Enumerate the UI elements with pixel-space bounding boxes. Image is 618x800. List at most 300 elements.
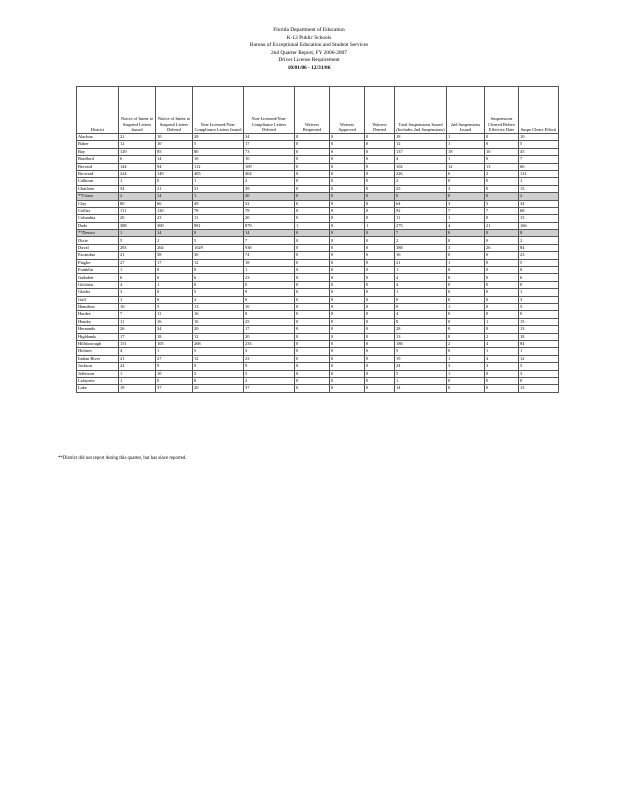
district-name-cell: Bradford xyxy=(77,156,119,163)
table-cell: 112 xyxy=(193,163,244,170)
table-row xyxy=(77,274,559,281)
table-cell: 0 xyxy=(295,170,330,177)
column-header: 2nd Suspensions Issued xyxy=(447,87,485,134)
table-cell: 13 xyxy=(519,385,559,392)
table-cell: 20 xyxy=(244,333,295,340)
table-cell: 4 xyxy=(485,340,519,347)
table-cell: 0 xyxy=(365,363,395,370)
table-cell: 1 xyxy=(193,193,244,200)
table-cell: 18 xyxy=(519,333,559,340)
district-name-cell: Duval xyxy=(77,244,119,251)
district-name-cell: Gadsden xyxy=(77,274,119,281)
table-cell: 21 xyxy=(156,185,193,192)
table-cell: 18 xyxy=(395,134,447,141)
table-cell: 10 xyxy=(156,370,193,377)
district-name-cell: Highlands xyxy=(77,333,119,340)
table-cell: 0 xyxy=(330,311,365,318)
table-cell: 0 xyxy=(485,141,519,148)
table-cell: 0 xyxy=(295,156,330,163)
table-cell: 0 xyxy=(330,170,365,177)
table-cell: 27 xyxy=(156,355,193,362)
table-cell: 1 xyxy=(519,178,559,185)
table-cell: 0 xyxy=(295,370,330,377)
table-cell: 7 xyxy=(447,207,485,214)
table-cell: 49 xyxy=(193,200,244,207)
district-name-cell: Collier xyxy=(77,207,119,214)
table-cell: 1 xyxy=(119,296,156,303)
table-cell: 0 xyxy=(295,296,330,303)
table-cell: 52 xyxy=(244,200,295,207)
table-cell: 1 xyxy=(447,134,485,141)
table-cell: 0 xyxy=(519,311,559,318)
table-cell: 0 xyxy=(365,348,395,355)
table-cell: 3 xyxy=(244,348,295,355)
table-cell: 1 xyxy=(119,267,156,274)
table-cell: 0 xyxy=(365,215,395,222)
table-cell: 16 xyxy=(156,318,193,325)
table-row xyxy=(77,267,559,274)
table-cell: 10 xyxy=(519,134,559,141)
report-header xyxy=(0,27,618,73)
table-cell: 5 xyxy=(193,141,244,148)
table-cell: 881 xyxy=(193,222,244,229)
table-cell: 5 xyxy=(193,289,244,296)
district-name-cell: Escambia xyxy=(77,252,119,259)
table-cell: 0 xyxy=(330,163,365,170)
table-cell: 0 xyxy=(365,318,395,325)
district-name-cell: Gulf xyxy=(77,296,119,303)
table-cell: 12 xyxy=(447,163,485,170)
table-cell: 0 xyxy=(447,230,485,237)
table-cell: 5 xyxy=(244,370,295,377)
table-cell: 0 xyxy=(330,134,365,141)
table-cell: 21 xyxy=(119,134,156,141)
table-cell: 13 xyxy=(519,215,559,222)
table-cell: 18 xyxy=(156,333,193,340)
table-cell: 283 xyxy=(119,244,156,251)
table-cell: 0 xyxy=(365,289,395,296)
table-cell: 0 xyxy=(447,252,485,259)
table-cell: 0 xyxy=(330,252,365,259)
table-cell: 1 xyxy=(485,318,519,325)
column-header: Non-Licensed/Non-Compliance Letters Issued xyxy=(193,87,244,134)
table-cell: 1 xyxy=(119,230,156,237)
table-cell: 17 xyxy=(119,333,156,340)
table-cell: 15 xyxy=(519,318,559,325)
district-name-cell: Lafayette xyxy=(77,377,119,384)
footnote: **District did not report during this quarter, but has since reported. xyxy=(58,456,187,461)
table-cell: 0 xyxy=(193,267,244,274)
table-cell: 16 xyxy=(395,252,447,259)
table-cell: 0 xyxy=(295,134,330,141)
table-cell: 1 xyxy=(447,303,485,310)
table-cell: 0 xyxy=(295,340,330,347)
table-cell: 11 xyxy=(119,318,156,325)
table-cell: 92 xyxy=(395,207,447,214)
table-row xyxy=(77,348,559,355)
table-cell: 0 xyxy=(295,333,330,340)
district-name-cell: Hamilton xyxy=(77,303,119,310)
table-cell: 0 xyxy=(485,326,519,333)
table-cell: 0 xyxy=(485,385,519,392)
table-cell: 66 xyxy=(519,163,559,170)
table-cell: 0 xyxy=(295,289,330,296)
district-name-cell: Dixie xyxy=(77,237,119,244)
table-cell: 264 xyxy=(156,244,193,251)
table-cell: 0 xyxy=(447,193,485,200)
table-cell: 0 xyxy=(365,370,395,377)
table-cell: 16 xyxy=(193,318,244,325)
table-cell: 0 xyxy=(447,267,485,274)
table-cell: 404 xyxy=(244,170,295,177)
table-cell: 388 xyxy=(119,222,156,229)
table-cell: 31 xyxy=(193,185,244,192)
table-cell: 2 xyxy=(119,193,156,200)
table-cell: 0 xyxy=(295,355,330,362)
column-header: Total Suspensions Issued (Includes 2nd Suspensions) xyxy=(395,87,447,134)
table-cell: 0 xyxy=(365,311,395,318)
table-cell: 0 xyxy=(295,185,330,192)
table-cell: 0 xyxy=(330,318,365,325)
table-cell: 13 xyxy=(193,303,244,310)
table-cell: 21 xyxy=(395,259,447,266)
district-name-cell: Charlotte xyxy=(77,185,119,192)
table-header-row xyxy=(77,87,559,134)
district-name-cell: **Citrus xyxy=(77,193,119,200)
table-cell: 3 xyxy=(447,363,485,370)
table-cell: 0 xyxy=(193,230,244,237)
table-cell: 268 xyxy=(193,340,244,347)
table-cell: 78 xyxy=(193,207,244,214)
table-cell: 34 xyxy=(519,200,559,207)
table-cell: 78 xyxy=(244,207,295,214)
table-row xyxy=(77,230,559,237)
table-cell: 144 xyxy=(119,163,156,170)
table-cell: 0 xyxy=(295,252,330,259)
table-cell: 0 xyxy=(447,289,485,296)
table-cell: 938 xyxy=(244,244,295,251)
table-cell: 1 xyxy=(156,348,193,355)
table-cell: 0 xyxy=(485,185,519,192)
table-cell: 0 xyxy=(295,274,330,281)
table-cell: 24 xyxy=(119,363,156,370)
table-cell: 27 xyxy=(119,259,156,266)
table-cell: 5 xyxy=(519,363,559,370)
table-cell: 10 xyxy=(244,303,295,310)
table-row xyxy=(77,193,559,200)
table-cell: 0 xyxy=(447,178,485,185)
table-cell: 20 xyxy=(119,215,156,222)
table-cell: 0 xyxy=(295,303,330,310)
district-name-cell: Hendry xyxy=(77,318,119,325)
table-cell: 0 xyxy=(330,148,365,155)
district-name-cell: Calhoun xyxy=(77,178,119,185)
district-name-cell: Baker xyxy=(77,141,119,148)
table-cell: 0 xyxy=(156,289,193,296)
table-cell: 0 xyxy=(365,355,395,362)
table-cell: 0 xyxy=(365,303,395,310)
table-cell: 19 xyxy=(119,385,156,392)
table-cell: 15 xyxy=(519,185,559,192)
table-cell: 23 xyxy=(244,274,295,281)
table-row xyxy=(77,385,559,392)
table-cell: 14 xyxy=(156,230,193,237)
table-row xyxy=(77,134,559,141)
district-name-cell: Jefferson xyxy=(77,370,119,377)
table-cell: 0 xyxy=(365,237,395,244)
table-cell: 0 xyxy=(330,267,365,274)
table-cell: 233 xyxy=(244,340,295,347)
table-cell: 23 xyxy=(244,355,295,362)
table-cell: 0 xyxy=(295,215,330,222)
table-cell: 6 xyxy=(193,274,244,281)
district-name-cell: Hillsborough xyxy=(77,340,119,347)
table-row xyxy=(77,363,559,370)
table-row xyxy=(77,141,559,148)
table-cell: 0 xyxy=(485,289,519,296)
table-cell: 0 xyxy=(485,377,519,384)
table-cell: 0 xyxy=(295,178,330,185)
table-cell: 2 xyxy=(485,170,519,177)
table-cell: 8 xyxy=(519,230,559,237)
district-name-cell: Bay xyxy=(77,148,119,155)
table-cell: 23 xyxy=(519,252,559,259)
table-cell: 5 xyxy=(395,370,447,377)
table-cell: 0 xyxy=(447,311,485,318)
table-cell: 7 xyxy=(519,156,559,163)
table-cell: 4 xyxy=(119,348,156,355)
table-cell: 80 xyxy=(119,200,156,207)
table-cell: 1 xyxy=(395,267,447,274)
table-cell: 0 xyxy=(447,377,485,384)
table-cell: 0 xyxy=(447,326,485,333)
table-cell: 28 xyxy=(193,134,244,141)
table-cell: 0 xyxy=(365,259,395,266)
table-cell: 166 xyxy=(519,222,559,229)
table-row xyxy=(77,222,559,229)
table-cell: 0 xyxy=(485,267,519,274)
table-row xyxy=(77,289,559,296)
table-cell: 0 xyxy=(295,326,330,333)
table-cell: 0 xyxy=(330,363,365,370)
table-cell: 23 xyxy=(156,215,193,222)
table-cell: 0 xyxy=(365,385,395,392)
table-cell: 0 xyxy=(330,385,365,392)
header-date-range: 10/01/06 - 12/31/06 xyxy=(287,64,331,71)
header-subject: Driver License Requirement xyxy=(278,57,340,64)
table-row xyxy=(77,333,559,340)
table-cell: 0 xyxy=(485,296,519,303)
table-row xyxy=(77,185,559,192)
table-cell: 0 xyxy=(485,230,519,237)
table-cell: 5 xyxy=(519,141,559,148)
table-row xyxy=(77,244,559,251)
district-name-cell: Indian River xyxy=(77,355,119,362)
table-cell: 388 xyxy=(395,244,447,251)
table-cell: 0 xyxy=(295,377,330,384)
table-row xyxy=(77,370,559,377)
table-cell: 0 xyxy=(295,148,330,155)
table-row xyxy=(77,377,559,384)
district-name-cell: Dade xyxy=(77,222,119,229)
table-cell: 0 xyxy=(365,252,395,259)
table-cell: 3 xyxy=(447,244,485,251)
district-name-cell: Gilchrist xyxy=(77,281,119,288)
table-cell: 3 xyxy=(119,289,156,296)
table-cell: 2 xyxy=(485,333,519,340)
table-cell: 0 xyxy=(156,267,193,274)
district-name-cell: Clay xyxy=(77,200,119,207)
table-row xyxy=(77,200,559,207)
table-cell: 0 xyxy=(330,296,365,303)
table-cell: 80 xyxy=(193,148,244,155)
table-cell: 7 xyxy=(395,230,447,237)
table-cell: 34 xyxy=(156,326,193,333)
table-cell: 14 xyxy=(156,193,193,200)
table-cell: 21 xyxy=(485,222,519,229)
table-cell: 5 xyxy=(193,348,244,355)
table-cell: 0 xyxy=(365,148,395,155)
table-cell: 3 xyxy=(485,363,519,370)
table-row xyxy=(77,296,559,303)
table-cell: 5 xyxy=(519,303,559,310)
table-cell: 0 xyxy=(365,267,395,274)
table-cell: 9 xyxy=(193,363,244,370)
table-cell: 0 xyxy=(330,281,365,288)
table-cell: 0 xyxy=(295,385,330,392)
table-row xyxy=(77,281,559,288)
table-cell: 120 xyxy=(156,207,193,214)
table-cell: 0 xyxy=(365,281,395,288)
table-cell: 0 xyxy=(295,141,330,148)
table-cell: 0 xyxy=(395,296,447,303)
table-cell: 0 xyxy=(330,326,365,333)
table-cell: 0 xyxy=(330,237,365,244)
table-cell: 68 xyxy=(519,207,559,214)
table-row xyxy=(77,259,559,266)
table-cell: 0 xyxy=(447,296,485,303)
table-cell: 0 xyxy=(295,259,330,266)
table-cell: 54 xyxy=(119,185,156,192)
table-cell: 2 xyxy=(447,340,485,347)
table-cell: 0 xyxy=(330,156,365,163)
table-cell: 37 xyxy=(156,385,193,392)
table-cell: 2 xyxy=(395,237,447,244)
table-cell: 2 xyxy=(519,237,559,244)
table-cell: 0 xyxy=(295,230,330,237)
district-name-cell: Hernando xyxy=(77,326,119,333)
table-cell: 1029 xyxy=(193,244,244,251)
table-cell: 129 xyxy=(119,148,156,155)
table-cell: 0 xyxy=(447,237,485,244)
table-cell: 0 xyxy=(365,134,395,141)
district-name-cell: Lake xyxy=(77,385,119,392)
table-cell: 12 xyxy=(519,355,559,362)
table-cell: 0 xyxy=(519,267,559,274)
column-header: Suspe Clears Effecti xyxy=(519,87,559,134)
table-cell: 11 xyxy=(193,215,244,222)
table-cell: 0 xyxy=(330,370,365,377)
table-cell: 0 xyxy=(330,274,365,281)
table-cell: 16 xyxy=(193,311,244,318)
table-cell: 0 xyxy=(295,267,330,274)
table-cell: 0 xyxy=(330,141,365,148)
table-cell: 0 xyxy=(330,340,365,347)
table-cell: 0 xyxy=(519,281,559,288)
table-cell: 0 xyxy=(485,178,519,185)
table-cell: 1 xyxy=(119,370,156,377)
table-cell: 4 xyxy=(395,281,447,288)
table-cell: 5 xyxy=(193,237,244,244)
table-cell: 11 xyxy=(395,215,447,222)
table-cell: 5 xyxy=(119,237,156,244)
table-cell: 102 xyxy=(395,163,447,170)
table-cell: 0 xyxy=(447,385,485,392)
table-cell: 84 xyxy=(519,244,559,251)
table-cell: 13 xyxy=(485,163,519,170)
table-cell: 17 xyxy=(244,141,295,148)
table-cell: 12 xyxy=(119,141,156,148)
table-cell: 26 xyxy=(485,244,519,251)
column-header: Waivers Requested xyxy=(295,87,330,134)
table-cell: 2 xyxy=(193,296,244,303)
table-cell: 1 xyxy=(395,377,447,384)
table-cell: 18 xyxy=(244,259,295,266)
table-cell: 0 xyxy=(365,178,395,185)
table-cell: 0 xyxy=(295,193,330,200)
table-cell: 1 xyxy=(485,348,519,355)
table-cell: 4 xyxy=(395,311,447,318)
table-cell: 879 xyxy=(244,222,295,229)
table-cell: 0 xyxy=(485,215,519,222)
table-cell: 9 xyxy=(244,289,295,296)
table-cell: 21 xyxy=(119,252,156,259)
table-cell: 0 xyxy=(295,163,330,170)
table-cell: 0 xyxy=(365,156,395,163)
table-cell: 0 xyxy=(365,207,395,214)
table-cell: 0 xyxy=(330,215,365,222)
column-header: Notice of Intent to Suspend Letters Deleted xyxy=(156,87,193,134)
table-cell: 1 xyxy=(295,222,330,229)
table-cell: 12 xyxy=(193,355,244,362)
table-row xyxy=(77,163,559,170)
table-cell: 0 xyxy=(485,193,519,200)
table-cell: 4 xyxy=(485,355,519,362)
table-cell: 10 xyxy=(156,134,193,141)
table-cell: 105 xyxy=(156,340,193,347)
table-cell: 39 xyxy=(244,185,295,192)
table-cell: 26 xyxy=(119,326,156,333)
table-cell: 94 xyxy=(156,163,193,170)
table-cell: 2 xyxy=(519,193,559,200)
table-cell: 1 xyxy=(119,178,156,185)
district-name-cell: Franklin xyxy=(77,267,119,274)
table-cell: 151 xyxy=(119,340,156,347)
table-cell: 66 xyxy=(156,200,193,207)
table-cell: 1 xyxy=(447,141,485,148)
table-cell: 9 xyxy=(156,363,193,370)
table-row xyxy=(77,311,559,318)
table-cell: 25 xyxy=(244,318,295,325)
table-cell: 10 xyxy=(156,141,193,148)
table-body xyxy=(77,134,559,393)
table-cell: 6 xyxy=(447,170,485,177)
table-cell: 7 xyxy=(119,311,156,318)
table-cell: 10 xyxy=(119,303,156,310)
table-row xyxy=(77,148,559,155)
table-cell: 12 xyxy=(395,141,447,148)
table-cell: 112 xyxy=(519,170,559,177)
